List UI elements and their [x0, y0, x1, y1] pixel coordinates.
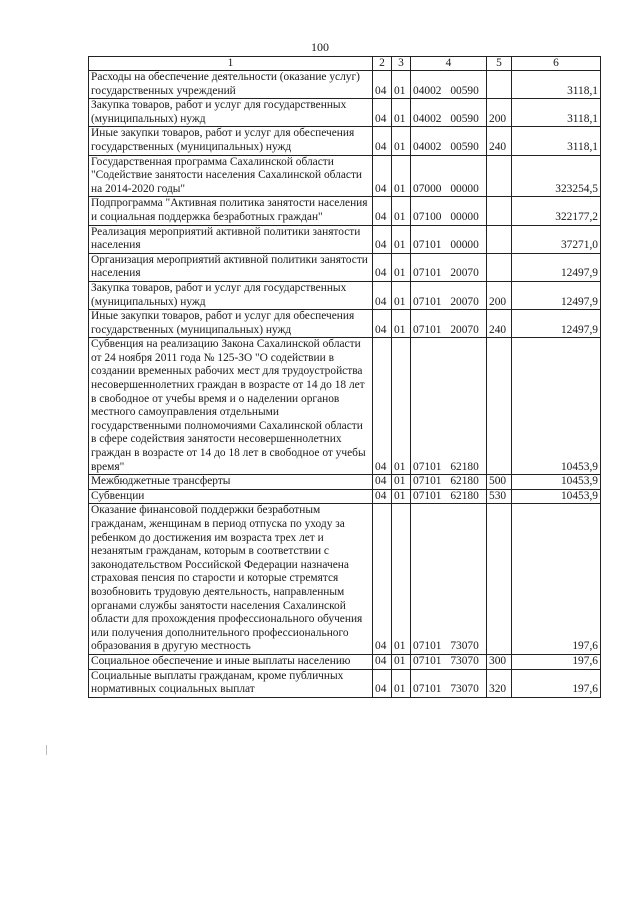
- row-subsection: 01: [392, 654, 411, 669]
- row-name: Расходы на обеспечение деятельности (оказание услуг) государственных учреждений: [89, 71, 373, 99]
- row-expense-type: 240: [487, 127, 512, 155]
- row-section: 04: [373, 504, 392, 655]
- row-target-code: 07101 73070: [411, 654, 487, 669]
- row-expense-type: 240: [487, 310, 512, 338]
- row-expense-type: 500: [487, 475, 512, 490]
- row-name: Иные закупки товаров, работ и услуг для обеспечения государственных (муниципальных) нужд: [89, 127, 373, 155]
- row-subsection: 01: [392, 127, 411, 155]
- row-target-code: 07101 62180: [411, 338, 487, 475]
- row-expense-type: [487, 253, 512, 281]
- row-name: Закупка товаров, работ и услуг для государственных (муниципальных) нужд: [89, 281, 373, 309]
- row-target-code: 04002 00590: [411, 99, 487, 127]
- row-name: Субвенция на реализацию Закона Сахалинской области от 24 ноября 2011 года № 125-ЗО "О содействии в создании временных рабочих мест для трудоустройства несовершеннолетних граждан в возрасте от 14 до 18 лет в свободное от учебы время и о наделении органов местного самоуправления отдельными государственными полномочиями Сахалинской области в сфере содействия занятости несовершеннолетних граждан в возрасте от 14 до 18 лет в свободное от учебы время": [89, 338, 373, 475]
- row-name: Оказание финансовой поддержки безработным гражданам, женщинам в период отпуска по уходу за ребенком до достижения им возраста трех лет и незанятым гражданам, которым в соответствии с законодательством Российской Федерации назначена страховая пенсия по старости и которые стремятся возобновить трудовую деятельность, направленным органами службы занятости населения Сахалинской области для прохождения профессионального обучения или получения дополнительного профессионального образования в другую местность: [89, 504, 373, 655]
- row-subsection: 01: [392, 669, 411, 697]
- row-subsection: 01: [392, 475, 411, 490]
- row-expense-type: [487, 225, 512, 253]
- row-name: Межбюджетные трансферты: [89, 475, 373, 490]
- row-target-code: 07100 00000: [411, 197, 487, 225]
- row-section: 04: [373, 669, 392, 697]
- row-expense-type: 530: [487, 489, 512, 504]
- row-amount: 3118,1: [512, 99, 601, 127]
- row-subsection: 01: [392, 253, 411, 281]
- row-target-code: 07101 73070: [411, 504, 487, 655]
- row-section: 04: [373, 281, 392, 309]
- row-amount: 197,6: [512, 669, 601, 697]
- row-section: 04: [373, 127, 392, 155]
- row-amount: 3118,1: [512, 127, 601, 155]
- row-name: Государственная программа Сахалинской области "Содействие занятости населения Сахалинской области на 2014-2020 годы": [89, 155, 373, 197]
- row-expense-type: 320: [487, 669, 512, 697]
- row-section: 04: [373, 489, 392, 504]
- table-row: [89, 99, 601, 127]
- row-name: Организация мероприятий активной политики занятости населения: [89, 253, 373, 281]
- row-target-code: 07101 20070: [411, 253, 487, 281]
- table-row: [89, 127, 601, 155]
- table-row: [89, 669, 601, 697]
- row-section: 04: [373, 197, 392, 225]
- row-target-code: 07101 62180: [411, 489, 487, 504]
- row-subsection: 01: [392, 71, 411, 99]
- row-expense-type: [487, 197, 512, 225]
- table-row: [89, 654, 601, 669]
- scan-margin-mark: [46, 745, 47, 755]
- row-section: 04: [373, 338, 392, 475]
- table-row: [89, 338, 601, 475]
- row-amount: 10453,9: [512, 489, 601, 504]
- row-name: Субвенции: [89, 489, 373, 504]
- row-name: Иные закупки товаров, работ и услуг для обеспечения государственных (муниципальных) нужд: [89, 310, 373, 338]
- header-col-2: 2: [373, 57, 392, 71]
- row-name: Подпрограмма "Активная политика занятости населения и социальная поддержка безработных граждан": [89, 197, 373, 225]
- row-expense-type: 200: [487, 281, 512, 309]
- table-row: [89, 489, 601, 504]
- row-section: 04: [373, 310, 392, 338]
- row-subsection: 01: [392, 99, 411, 127]
- row-amount: 10453,9: [512, 475, 601, 490]
- header-col-6: 6: [512, 57, 601, 71]
- table-row: [89, 504, 601, 655]
- row-subsection: 01: [392, 338, 411, 475]
- row-subsection: 01: [392, 310, 411, 338]
- row-section: 04: [373, 99, 392, 127]
- row-expense-type: [487, 504, 512, 655]
- table-header-row: [89, 57, 601, 71]
- budget-table: [88, 56, 601, 698]
- row-amount: 323254,5: [512, 155, 601, 197]
- header-col-4: 4: [411, 57, 487, 71]
- row-amount: 37271,0: [512, 225, 601, 253]
- row-subsection: 01: [392, 225, 411, 253]
- row-expense-type: 200: [487, 99, 512, 127]
- table-row: [89, 71, 601, 99]
- page-number: 100: [311, 40, 329, 54]
- row-expense-type: [487, 338, 512, 475]
- row-amount: 12497,9: [512, 310, 601, 338]
- row-amount: 12497,9: [512, 253, 601, 281]
- row-target-code: 07000 00000: [411, 155, 487, 197]
- row-subsection: 01: [392, 281, 411, 309]
- table-row: [89, 197, 601, 225]
- row-expense-type: [487, 155, 512, 197]
- row-amount: 322177,2: [512, 197, 601, 225]
- row-section: 04: [373, 71, 392, 99]
- row-name: Реализация мероприятий активной политики занятости населения: [89, 225, 373, 253]
- table-row: [89, 225, 601, 253]
- row-name: Социальные выплаты гражданам, кроме публичных нормативных социальных выплат: [89, 669, 373, 697]
- row-target-code: 07101 20070: [411, 281, 487, 309]
- row-subsection: 01: [392, 155, 411, 197]
- table-row: [89, 475, 601, 490]
- row-target-code: 07101 20070: [411, 310, 487, 338]
- row-target-code: 04002 00590: [411, 71, 487, 99]
- row-amount: 12497,9: [512, 281, 601, 309]
- table-row: [89, 310, 601, 338]
- table-row: [89, 253, 601, 281]
- row-target-code: 04002 00590: [411, 127, 487, 155]
- row-target-code: 07101 62180: [411, 475, 487, 490]
- row-target-code: 07101 00000: [411, 225, 487, 253]
- row-expense-type: [487, 71, 512, 99]
- row-expense-type: 300: [487, 654, 512, 669]
- header-col-5: 5: [487, 57, 512, 71]
- header-col-3: 3: [392, 57, 411, 71]
- row-section: 04: [373, 253, 392, 281]
- row-amount: 10453,9: [512, 338, 601, 475]
- row-section: 04: [373, 155, 392, 197]
- row-target-code: 07101 73070: [411, 669, 487, 697]
- row-section: 04: [373, 475, 392, 490]
- header-col-1: 1: [89, 57, 373, 71]
- row-amount: 197,6: [512, 504, 601, 655]
- row-subsection: 01: [392, 489, 411, 504]
- row-section: 04: [373, 225, 392, 253]
- table-row: [89, 155, 601, 197]
- row-section: 04: [373, 654, 392, 669]
- row-name: Закупка товаров, работ и услуг для государственных (муниципальных) нужд: [89, 99, 373, 127]
- row-subsection: 01: [392, 504, 411, 655]
- row-name: Социальное обеспечение и иные выплаты населению: [89, 654, 373, 669]
- row-subsection: 01: [392, 197, 411, 225]
- row-amount: 3118,1: [512, 71, 601, 99]
- row-amount: 197,6: [512, 654, 601, 669]
- table-row: [89, 281, 601, 309]
